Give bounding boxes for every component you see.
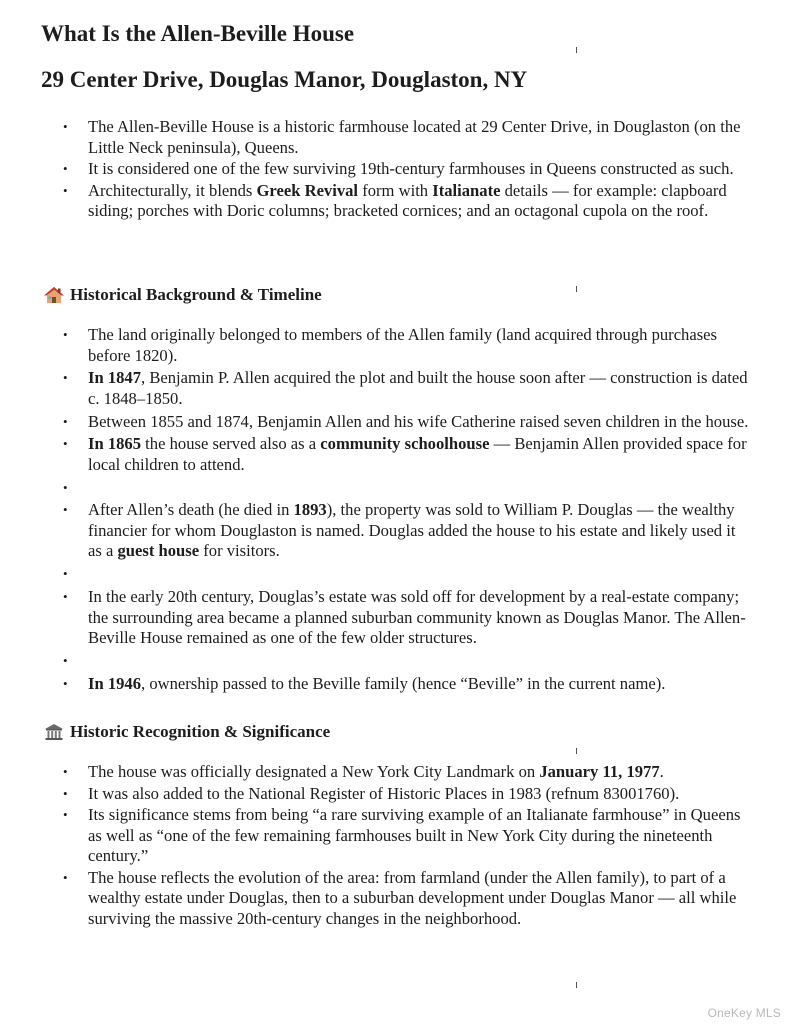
section-heading-history (44, 284, 322, 306)
text-run: The house reflects the evolution of the area: from farmland (under the Allen family), to part of a wealthy estate under Douglas, then to a suburban development under Douglas Manor — all while surviving the massive 20th-century changes in the neighborhood. (88, 867, 737, 928)
list-item (60, 478, 750, 499)
list-item-text (88, 181, 727, 221)
list-item (60, 412, 750, 433)
watermark: OneKey MLS (707, 1006, 781, 1020)
text-run: Its significance stems from being “a rare surviving example of an Italianate farmhouse” in Queens as well as “one of the few remaining farmhouses built in New York City during the nineteenth century.” (88, 805, 741, 865)
list-item-text (88, 674, 665, 693)
text-run: After Allen’s death (he died in (88, 500, 294, 520)
list-item (60, 500, 750, 562)
bold-text: Italianate (432, 180, 501, 200)
bold-text: In 1946 (88, 673, 142, 693)
list-item (60, 159, 750, 180)
list-item (60, 564, 750, 585)
list-item-text (88, 368, 748, 408)
list-item (60, 674, 750, 695)
list-item (60, 868, 750, 930)
list-item-text (88, 784, 679, 803)
list-item-text (88, 762, 664, 781)
text-run: Between 1855 and 1874, Benjamin Allen and his wife Catherine raised seven children in the house. (88, 411, 749, 431)
bold-text: 1893 (293, 500, 327, 520)
list-item (60, 181, 750, 222)
bold-text: community schoolhouse (320, 434, 490, 454)
text-run: The Allen-Beville House is a historic farmhouse located at 29 Center Drive, in Douglaston (on the Little Neck peninsula), Queens. (88, 117, 741, 157)
bold-text: January 11, 1977 (539, 762, 660, 781)
text-run: The house was officially designated a New York City Landmark on (88, 762, 540, 781)
text-run: ), the property was sold to William P. Douglas — the wealthy financier for whom Douglaston is named. Douglas added the house to his estate and likely used it as a (88, 500, 736, 561)
text-run: form with (358, 180, 433, 200)
scan-mark (576, 47, 577, 53)
list-item-text (88, 325, 717, 365)
text-run: In the early 20th century, Douglas’s estate was sold off for development by a real-estate company; the surrounding area became a planned suburban community known as Douglas Manor. The Allen-Beville House remained as one of the few older structures. (88, 587, 746, 648)
bold-text: guest house (117, 541, 200, 561)
list-item-text (88, 500, 735, 560)
list-item-text (88, 434, 747, 474)
list-item-text (88, 159, 734, 178)
scan-mark (576, 748, 577, 754)
bold-text: Greek Revival (256, 180, 359, 200)
text-run: — Benjamin Allen provided space for local children to attend. (88, 434, 747, 474)
list-item-text (88, 868, 736, 928)
text-run: It was also added to the National Register of Historic Places in 1983 (refnum 83001760). (88, 783, 680, 803)
list-item (60, 434, 750, 475)
list-item (60, 325, 750, 366)
house-icon (44, 286, 64, 304)
text-run: , ownership passed to the Beville family (hence “Beville” in the current name). (141, 673, 666, 693)
scan-mark (576, 982, 577, 988)
text-run: Architecturally, it blends (88, 180, 257, 200)
bold-text: In 1847 (88, 368, 142, 388)
text-run: . (659, 762, 664, 781)
history-list (60, 325, 750, 694)
intro-list (60, 117, 750, 222)
section-heading-recognition (44, 721, 330, 743)
text-run: The land originally belonged to members of the Allen family (land acquired through purchases before 1820). (88, 325, 717, 365)
list-item (60, 651, 750, 672)
recognition-list (60, 762, 750, 929)
text-run: for visitors. (199, 541, 280, 561)
text-run: details — for example: clapboard siding; porches with Doric columns; bracketed cornices; and an octagonal cupola on the roof. (88, 180, 727, 220)
list-item-text (88, 117, 741, 157)
list-item-text (88, 805, 740, 865)
page-subtitle: 29 Center Drive, Douglas Manor, Douglaston, NY (41, 67, 528, 92)
section-heading-label: Historical Background & Timeline (70, 285, 322, 304)
list-item-text (88, 587, 746, 647)
page-title: What Is the Allen-Beville House (41, 21, 355, 46)
text-run: , Benjamin P. Allen acquired the plot and built the house soon after — construction is dated c. 1848–1850. (88, 368, 748, 408)
list-item (60, 805, 750, 867)
list-item-text (88, 412, 748, 431)
bold-text: In 1865 (88, 434, 142, 454)
list-item (60, 762, 750, 783)
text-run: It is considered one of the few surviving 19th-century farmhouses in Queens constructed as such. (88, 159, 734, 178)
scan-mark (576, 286, 577, 292)
list-item (60, 368, 750, 409)
classical-building-icon (44, 723, 64, 741)
text-run: the house served also as a (141, 434, 321, 454)
list-item (60, 784, 750, 805)
list-item (60, 117, 750, 158)
list-item (60, 587, 750, 649)
section-heading-label: Historic Recognition & Significance (70, 722, 331, 741)
